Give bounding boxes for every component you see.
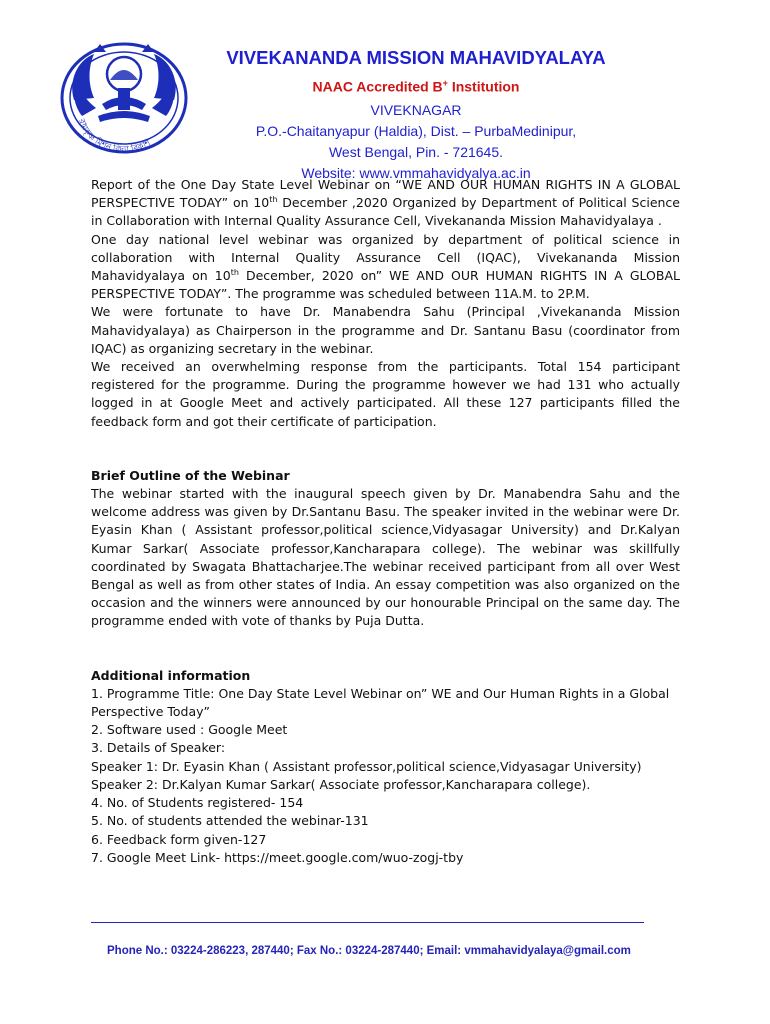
spacer (91, 431, 680, 467)
report-intro: Report of the One Day State Level Webinar on “WE AND OUR HUMAN RIGHTS IN A GLOBAL PERSPECTIVE TODAY” on 10th December ,2020 Organized by Department of Political Science in Collaboration with Internal Quality Assurance Cell, Vivekananda Mission Mahavidyalaya . (91, 177, 680, 229)
spacer (91, 631, 680, 667)
footer-contact: Phone No.: 03224-286223, 287440; Fax No.: 03224-287440; Email: vmmahavidyalaya@gmail.com (107, 945, 631, 957)
naac-accreditation: NAAC Accredited B+ Institution (312, 78, 520, 95)
list-item: 4. No. of Students registered- 154 (91, 795, 304, 811)
college-name: VIVEKANANDA MISSION MAHAVIDYALAYA (226, 47, 606, 68)
report-paragraph-chairperson: We were fortunate to have Dr. Manabendra Sahu (Principal ,Vivekananda Mission Mahavidyalaya) as Chairperson in the programme and Dr. Santanu Basu (coordinator from IQAC) as organizing secretary in the webinar. (91, 304, 680, 356)
additional-info-list (91, 685, 680, 867)
address-state-pin: West Bengal, Pin. - 721645. (328, 143, 504, 160)
address-locality: VIVEKNAGAR (370, 101, 462, 118)
report-body (91, 176, 680, 867)
list-item: 1. Programme Title: One Day State Level Webinar on” WE and Our Human Rights in a Global Perspective Today” (91, 685, 670, 720)
list-item: 2. Software used : Google Meet (91, 722, 288, 738)
outline-heading: Brief Outline of the Webinar (91, 467, 290, 483)
outline-text: The webinar started with the inaugural speech given by Dr. Manabendra Sahu and the welcome address was given by Dr.Santanu Basu. The speaker invited in the webinar were Dr. Eyasin Khan ( Assistant professor,political science,Vidyasagar University) and Dr.Kalyan Kumar Sarkar( Associate professor,Kancharapara college). The webinar was skillfully coordinated by Swagata Bhattacharjee.The webinar received participant from all over West Bengal as well as from other states of India. An essay competition was also organized on the occasion and the winners were announced by our honourable Principal on the same day. The programme ended with vote of thanks by Puja Dutta. (91, 486, 680, 629)
list-item: Speaker 2: Dr.Kalyan Kumar Sarkar( Associate professor,Kancharapara college). (91, 776, 591, 792)
report-paragraph-participation: We received an overwhelming response from the participants. Total 154 participant registered for the programme. During the programme however we had 131 who actually logged in at Google Meet and actively participated. All these 127 participants filled the feedback form and got their certificate of participation. (91, 359, 680, 429)
additional-info-heading: Additional information (91, 667, 251, 683)
college-website: Website: www.vmmahavidyalya.ac.in (301, 164, 531, 181)
list-item: Speaker 1: Dr. Eyasin Khan ( Assistant professor,political science,Vidyasagar University) (91, 758, 642, 774)
footer-divider (91, 922, 644, 923)
list-item: 6. Feedback form given-127 (91, 831, 267, 847)
svg-text:রামকৃষ্ণ মিশন বিদ্যা বিকাশ: রামকৃষ্ণ মিশন বিদ্যা বিকাশ (75, 117, 153, 156)
report-paragraph-organization: One day national level webinar was organized by department of political science in collaboration with Internal Quality Assurance Cell (IQAC), Vivekananda Mission Mahavidyalaya on 10th December, 2020 on” WE AND OUR HUMAN RIGHTS IN A GLOBAL PERSPECTIVE TODAY”. The programme was scheduled between 11A.M. to 2P.M. (91, 231, 680, 302)
list-item: 7. Google Meet Link- https://meet.google.com/wuo-zogj-tby (91, 849, 464, 865)
list-item: 5. No. of students attended the webinar-131 (91, 813, 369, 829)
address-post-office: P.O.-Chaitanyapur (Haldia), Dist. – PurbaMedinipur, (255, 122, 577, 139)
college-header (196, 46, 636, 184)
list-item: 3. Details of Speaker: (91, 740, 226, 756)
college-logo-emblem (54, 40, 194, 158)
